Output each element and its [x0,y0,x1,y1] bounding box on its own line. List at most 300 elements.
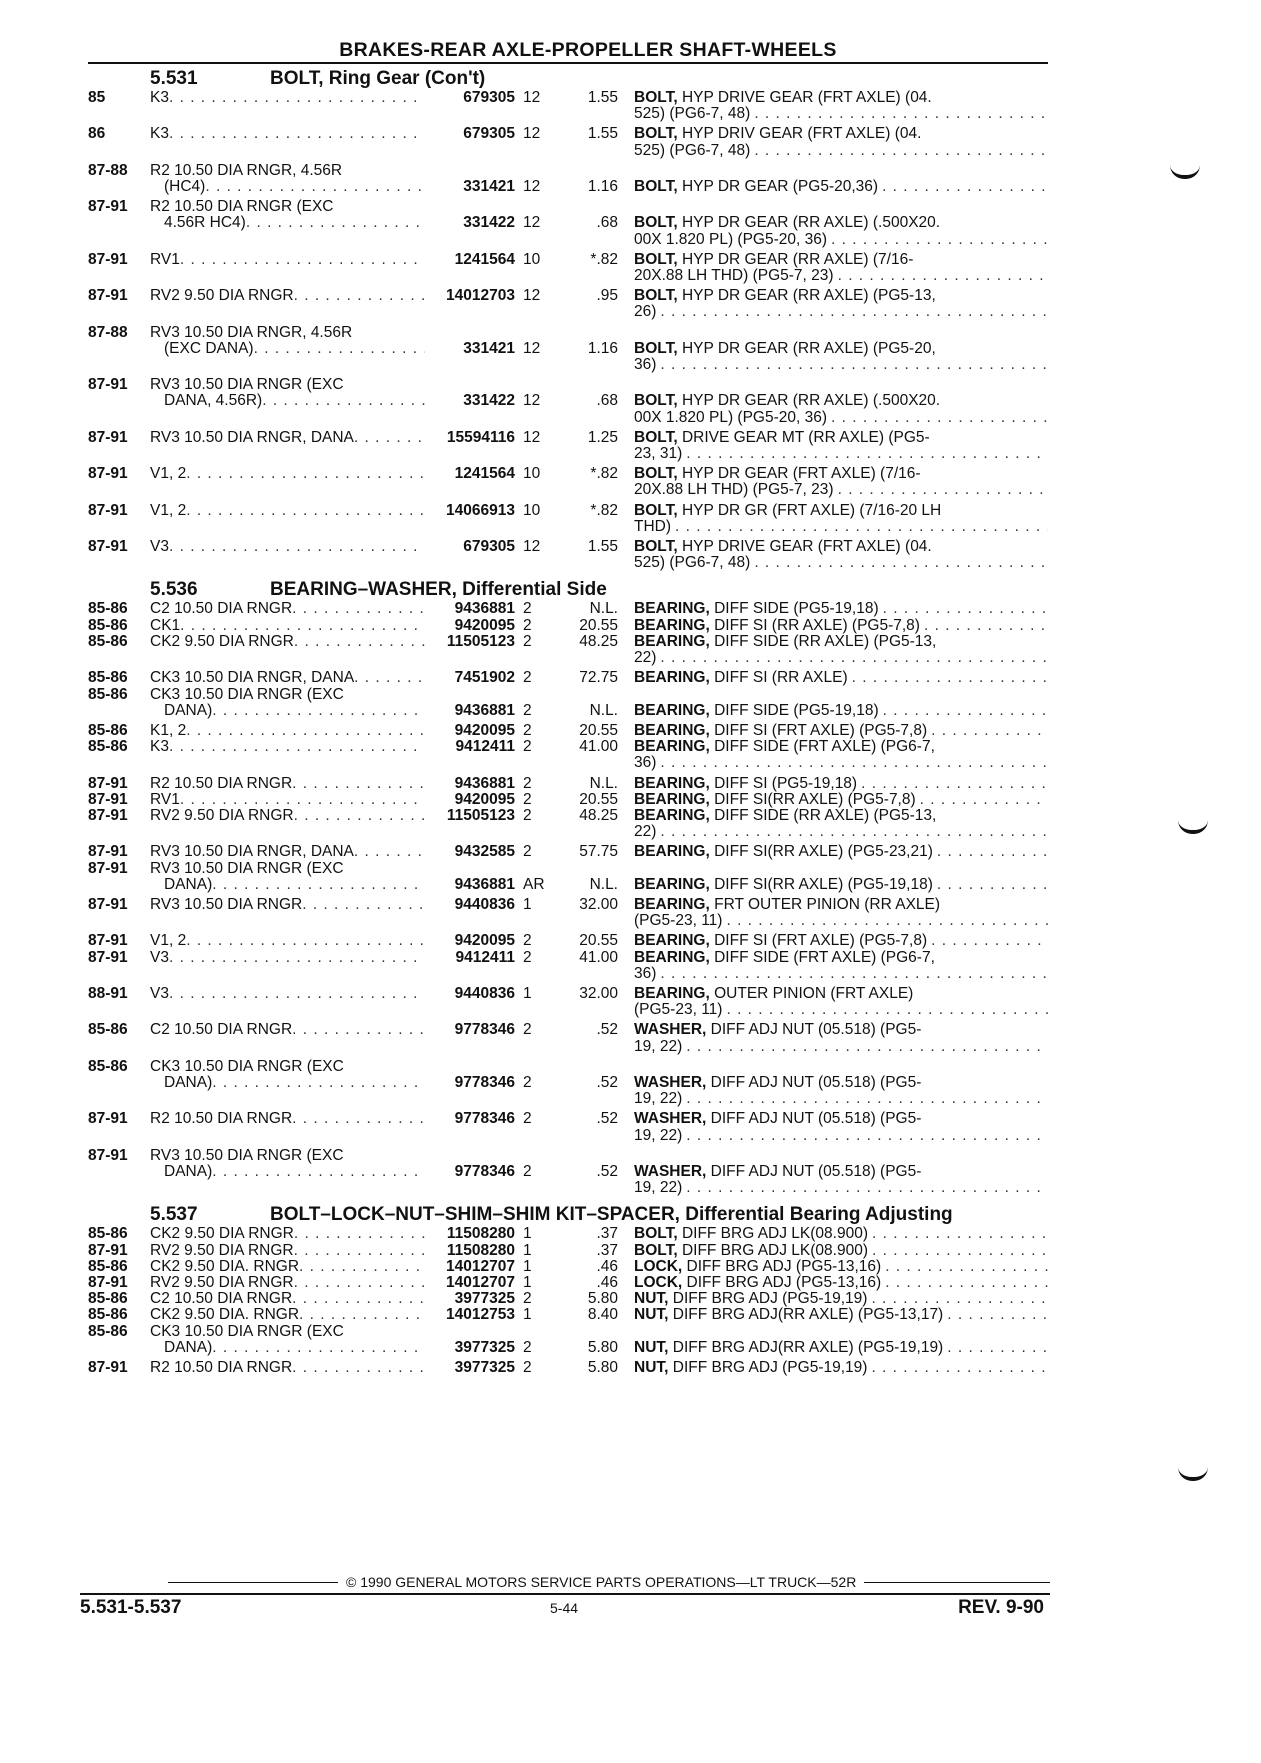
price-cell [561,288,618,320]
part-name-line [634,650,1048,666]
description-line [150,199,425,215]
part-number-cell [425,1243,515,1259]
part-name-text: DIFF SI (RR AXLE) (PG5-7,8) [714,617,920,634]
part-name-text: (PG5-23, 11) [634,1002,723,1019]
parts-row [88,776,1048,792]
part-name-keyword: BOLT, [634,1242,678,1259]
part-number: 14066913 [446,501,515,519]
price: 1.25 [587,428,618,446]
part-name-line [634,466,1048,482]
parts-row [88,808,1048,840]
leader-dots [682,1128,1048,1144]
leader-dots [682,1039,1048,1055]
leader-dots [294,634,425,650]
part-name-keyword: BEARING, [634,670,710,687]
parts-row [88,844,1048,860]
price-cell [561,933,618,949]
part-name-cell [618,466,1048,498]
price: .37 [596,1241,618,1259]
application-description [150,776,425,792]
spacer [425,861,515,877]
part-name-line [634,555,1048,571]
description-line [150,325,425,341]
part-number-cell [425,670,515,686]
leader-dots [292,1291,425,1307]
part-name-line [634,723,1048,739]
model-years: 87-91 [88,376,128,394]
description-text: R2 10.50 DIA RNGR [150,775,293,792]
application-description [150,844,425,860]
quantity: 12 [523,89,541,106]
parts-row [88,199,1048,248]
leader-dots [656,650,1048,666]
part-name-cell [618,252,1048,284]
part-number: 9778346 [454,1162,515,1180]
description-text: RV2 9.50 DIA RNGR [150,807,294,824]
quantity: 12 [523,428,541,446]
part-name-keyword: BOLT, [634,340,678,357]
part-name-keyword: LOCK, [634,1258,683,1275]
quantity: 1 [523,984,532,1002]
description-line [150,634,425,650]
parts-row [88,325,1048,374]
spacer [561,861,618,877]
description-line [150,933,425,949]
part-name-text: DIFF SI (RR AXLE) [714,670,848,687]
leader-dots [169,986,425,1002]
model-years: 85-86 [88,1225,128,1243]
part-name-cell [618,1022,1048,1054]
quantity: 10 [523,250,541,268]
parts-row [88,933,1048,949]
description-text: RV1 [150,251,180,268]
leader-dots [916,792,1048,808]
description-line [150,1075,425,1091]
spacer [561,1148,618,1164]
price-cell [561,739,618,771]
leader-dots [294,808,425,824]
leader-dots [682,1180,1048,1196]
part-name-line [634,539,1048,555]
description-text: R2 10.50 DIA RNGR, 4.56R [150,162,343,179]
part-name-text: DIFF SIDE (FRT AXLE) (PG6-7, [714,739,935,756]
model-years: 85-86 [88,685,128,703]
quantity-cell [515,1275,561,1291]
leader-dots [868,1243,1048,1259]
quantity: 2 [523,843,532,861]
part-name-cell [618,539,1048,571]
application-description [150,126,425,158]
description-text: CK3 10.50 DIA RNGR (EXC [150,1323,344,1340]
leader-dots [656,304,1048,320]
quantity: 2 [523,669,532,687]
description-line [150,601,425,617]
quantity-cell [515,776,561,792]
application-description [150,618,425,634]
part-name-line [634,1243,1048,1259]
part-number-cell [425,1111,515,1143]
description-line [150,808,425,824]
leader-dots [180,618,425,634]
part-name-text: DIFF SI(RR AXLE) (PG5-19,18) [714,876,933,893]
spacer [634,687,1048,703]
part-name-cell [618,808,1048,840]
leader-dots [212,1340,425,1356]
part-name-text: 20X.88 LH THD) (PG5-7, 23) [634,482,834,499]
part-number: 14012753 [446,1306,515,1324]
parts-row [88,1307,1048,1323]
quantity: 1 [523,1274,532,1291]
part-name-cell [618,503,1048,535]
model-years: 88-91 [88,984,128,1002]
description-text: RV2 9.50 DIA RNGR [150,1242,294,1259]
description-text: RV3 10.50 DIA RNGR, DANA [150,429,354,446]
price: 41.00 [579,738,618,756]
model-years: 87-91 [88,1359,128,1377]
description-line [150,1226,425,1242]
model-years: 87-88 [88,323,128,341]
part-number: 9420095 [454,932,515,950]
price: 8.40 [587,1306,618,1324]
description-text: K1, 2 [150,722,187,739]
part-name-line [634,268,1048,284]
parts-row [88,1111,1048,1143]
price: 48.25 [579,632,618,650]
leader-dots [354,844,425,860]
part-name-cell [618,1226,1048,1242]
description-text: RV3 10.50 DIA RNGR, 4.56R [150,324,353,341]
part-name-line [634,966,1048,982]
model-years: 87-91 [88,895,128,913]
price-cell [561,325,618,374]
spacer [523,377,561,393]
part-name-cell [618,844,1048,860]
price-cell [561,1059,618,1108]
part-name-line [634,844,1048,860]
part-number: 9440836 [454,984,515,1002]
part-name-cell [618,739,1048,771]
part-name-text: 00X 1.820 PL) (PG5-20, 36) [634,409,828,426]
price-cell [561,1324,618,1356]
leader-dots [294,1275,425,1291]
section-number: 5.536 [150,579,198,601]
quantity-cell [515,1324,561,1356]
part-name-keyword: BOLT, [634,179,678,196]
part-name-text: HYP DR GEAR (RR AXLE) (.500X20. [681,215,941,232]
part-number: 9778346 [454,1021,515,1039]
part-name-cell [618,430,1048,462]
part-name-line [634,90,1048,106]
leader-dots [867,1291,1048,1307]
page-footer [80,1574,1050,1619]
description-line [150,670,425,686]
application-description [150,325,425,374]
description-line [150,430,425,446]
parts-row [88,601,1048,617]
quantity-cell [515,199,561,248]
part-number: 9778346 [454,1110,515,1128]
part-number-cell [425,163,515,195]
copyright-line [80,1574,1050,1590]
leader-dots [292,601,425,617]
parts-row [88,618,1048,634]
part-name-keyword: NUT, [634,1360,669,1377]
leader-dots [254,341,425,357]
price: 5.80 [587,1290,618,1308]
part-name-line [634,1039,1048,1055]
leader-dots [292,1022,425,1038]
part-name-text: DIFF SI(RR AXLE) (PG5-7,8) [714,791,916,808]
description-line [150,703,425,719]
model-years: 85-86 [88,632,128,650]
leader-dots [933,877,1048,893]
leader-dots [292,1360,425,1376]
part-number: 15594116 [446,428,515,446]
part-name-line [634,410,1048,426]
parts-row [88,163,1048,195]
part-number: 11508280 [446,1225,515,1243]
model-years: 86 [88,125,106,143]
part-name-line [634,482,1048,498]
price: 72.75 [579,669,618,687]
part-number-cell [425,687,515,719]
part-name-keyword: BOLT, [634,288,678,305]
price: *.82 [590,465,618,483]
part-name-line [634,950,1048,966]
parts-row [88,1226,1048,1242]
part-name-line [634,1180,1048,1196]
quantity: 2 [523,948,532,966]
part-name-line [634,446,1048,462]
parts-row [88,861,1048,893]
part-name-line [634,776,1048,792]
part-number-cell [425,634,515,666]
application-description [150,1360,425,1376]
application-description [150,792,425,808]
price-cell [561,1360,618,1376]
parts-row [88,1148,1048,1197]
part-number: 331422 [463,392,515,410]
part-name-text: 525) (PG6-7, 48) [634,555,751,572]
leader-dots [750,555,1048,571]
leader-dots [354,670,425,686]
part-name-line [634,393,1048,409]
part-number-cell [425,950,515,982]
model-years: 85-86 [88,1322,128,1340]
price: .52 [596,1021,618,1039]
parts-row [88,792,1048,808]
sections-container [88,68,1048,1376]
price: N.L. [589,600,618,618]
part-name-text: HYP DR GEAR (RR AXLE) (PG5-13, [681,288,936,305]
part-number: 7451902 [454,669,515,687]
model-years: 87-91 [88,1274,128,1291]
quantity-cell [515,933,561,949]
leader-dots [927,723,1048,739]
leader-dots [292,1111,425,1127]
application-description [150,1259,425,1275]
quantity-cell [515,163,561,195]
part-number: 9436881 [454,701,515,719]
description-line [150,1340,425,1356]
part-name-line [634,357,1048,373]
description-text: CK3 10.50 DIA RNGR, DANA [150,670,355,687]
part-number-cell [425,377,515,426]
part-number-cell [425,844,515,860]
description-text: C2 10.50 DIA RNGR [150,1022,293,1039]
part-number-cell [425,1226,515,1242]
description-text: (HC4) [164,179,206,196]
part-name-text: 19, 22) [634,1038,683,1055]
application-description [150,1148,425,1197]
parts-row [88,1059,1048,1108]
price: .95 [596,287,618,305]
quantity-cell [515,986,561,1018]
quantity: 2 [523,1338,532,1356]
quantity: AR [523,875,545,893]
leader-dots [943,1340,1048,1356]
leader-dots [933,844,1048,860]
price-cell [561,861,618,893]
part-name-keyword: LOCK, [634,1275,683,1291]
part-name-text: OUTER PINION (FRT AXLE) [714,985,914,1002]
model-years: 87-91 [88,198,128,216]
description-line [150,1148,425,1164]
description-text: 4.56R HC4) [164,215,246,232]
leader-dots [881,1259,1048,1275]
price: .37 [596,1225,618,1243]
part-name-line [634,1164,1048,1180]
part-name-text: HYP DR GEAR (PG5-20,36) [681,179,879,196]
part-name-keyword: BEARING, [634,933,710,950]
description-text: V1, 2 [150,502,187,519]
model-years: 87-91 [88,1241,128,1259]
part-number-cell [425,325,515,374]
leader-dots [262,393,425,409]
part-number: 9436881 [454,875,515,893]
part-number-cell [425,792,515,808]
part-name-text: 36) [634,357,657,374]
part-name-cell [618,1148,1048,1197]
description-text: CK3 10.50 DIA RNGR (EXC [150,686,344,703]
part-name-text: FRT OUTER PINION (RR AXLE) [714,896,941,913]
application-description [150,723,425,739]
description-line [150,844,425,860]
part-name-line [634,1259,1048,1275]
description-line [150,377,425,393]
part-name-text: DIFF BRG ADJ(RR AXLE) (PG5-19,19) [672,1339,944,1356]
description-line [150,288,425,304]
part-name-keyword: BEARING, [634,739,710,756]
part-name-text: DIFF SI (FRT AXLE) (PG5-7,8) [714,722,928,739]
model-years: 85-86 [88,1290,128,1308]
part-name-keyword: BEARING, [634,722,710,739]
model-years: 87-91 [88,859,128,877]
part-number-cell [425,776,515,792]
part-name-cell [618,1324,1048,1356]
application-description [150,252,425,284]
model-years: 87-91 [88,1110,128,1128]
price: 1.16 [587,178,618,196]
catalog-page [88,38,1048,1376]
part-number-cell [425,252,515,284]
leader-dots [656,357,1048,373]
part-name-text: 19, 22) [634,1180,683,1197]
part-name-line [634,1291,1048,1307]
part-name-cell [618,1307,1048,1323]
quantity-cell [515,1259,561,1275]
spacer [634,377,1048,393]
part-name-text: DIFF BRG ADJ LK(08.900) [681,1242,868,1259]
quantity-cell [515,808,561,840]
part-name-text: DIFF SIDE (RR AXLE) (PG5-13, [714,633,937,650]
part-name-line [634,1275,1048,1291]
part-name-text: HYP DRIV GEAR (FRT AXLE) (04. [681,126,922,143]
quantity: 12 [523,287,541,305]
part-number: 331422 [463,214,515,232]
parts-row [88,288,1048,320]
leader-dots [943,1307,1048,1323]
description-line [150,877,425,893]
quantity: 12 [523,178,541,196]
leader-dots [186,723,425,739]
leader-dots [186,503,425,519]
part-number: 331421 [463,178,515,196]
application-description [150,199,425,248]
spacer [523,687,561,703]
parts-row [88,670,1048,686]
parts-row [88,252,1048,284]
description-text: C2 10.50 DIA RNGR [150,601,293,618]
part-name-keyword: BEARING, [634,617,710,634]
description-text: CK2 9.50 DIA. RNGR [150,1258,300,1275]
leader-dots [186,466,425,482]
spacer [634,861,1048,877]
leader-dots [354,430,425,446]
quantity: 2 [523,806,532,824]
part-name-keyword: BEARING, [634,775,710,792]
price-cell [561,808,618,840]
part-number-cell [425,986,515,1018]
revision-label: REV. 9-90 [958,1597,1044,1618]
spacer [425,1324,515,1340]
model-years: 87-88 [88,161,128,179]
spacer [523,163,561,179]
leader-dots [879,601,1048,617]
section-title: BOLT, Ring Gear (Con't) [270,68,486,89]
price-cell [561,199,618,248]
description-text: RV3 10.50 DIA RNGR (EXC [150,377,344,394]
part-number-cell [425,933,515,949]
price-cell [561,90,618,122]
leader-dots [169,539,425,555]
binding-mark [1178,820,1208,834]
part-name-line [634,792,1048,808]
spacer [425,325,515,341]
part-name-line [634,1002,1048,1018]
description-line [150,215,425,231]
part-name-cell [618,126,1048,158]
leader-dots [169,126,425,142]
part-name-text: 00X 1.820 PL) (PG5-20, 36) [634,231,828,248]
description-text: CK1 [150,617,181,634]
part-name-keyword: BOLT, [634,90,678,106]
part-name-text: DIFF ADJ NUT (05.518) (PG5- [710,1111,922,1128]
quantity-cell [515,539,561,571]
price: 1.55 [587,538,618,556]
quantity-cell [515,601,561,617]
quantity-cell [515,503,561,535]
